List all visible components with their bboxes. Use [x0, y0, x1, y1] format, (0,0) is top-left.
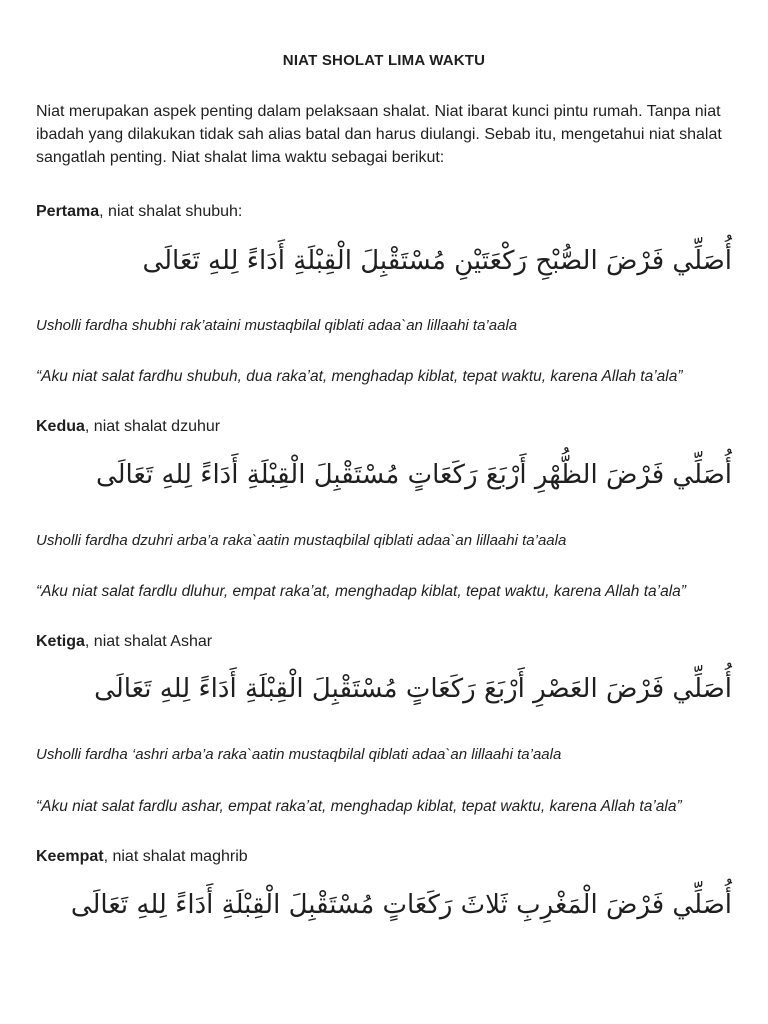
section-label-text: , niat shalat maghrib — [103, 848, 248, 865]
section-label-keempat — [36, 848, 248, 866]
section-ordinal: Kedua — [36, 418, 85, 435]
arabic-niat-ashar: أُصَلِّي فَرْضَ العَصْرِ أَرْبَعَ رَكَعَاتٍ مُسْتَقْبِلَ الْقِبْلَةِ أَدَاءً لِلهِ تَعَالَى — [94, 674, 732, 704]
transliteration-ashar: Usholli fardha ‘ashri arba’a raka`aatin mustaqbilal qiblati adaa`an lillaahi ta’aala — [36, 746, 562, 763]
arabic-niat-maghrib: أُصَلِّي فَرْضَ الْمَغْرِبِ ثَلاثَ رَكَعَاتٍ مُسْتَقْبِلَ الْقِبْلَةِ أَدَاءً لِلهِ تَعَالَى — [70, 890, 732, 920]
arabic-niat-shubuh: أُصَلِّي فَرْضَ الصُّبْحِ رَكْعَتَيْنِ مُسْتَقْبِلَ الْقِبْلَةِ أَدَاءً لِلهِ تَعَالَى — [142, 246, 732, 276]
translation-shubuh: “Aku niat salat fardhu shubuh, dua raka’at, menghadap kiblat, tepat waktu, karena Allah ta’ala” — [36, 368, 683, 385]
section-label-pertama — [36, 203, 242, 221]
translation-dzuhur: “Aku niat salat fardlu dluhur, empat raka’at, menghadap kiblat, tepat waktu, karena Allah ta’ala” — [36, 583, 686, 600]
section-label-text: , niat shalat Ashar — [84, 633, 213, 650]
translation-ashar: “Aku niat salat fardlu ashar, empat raka’at, menghadap kiblat, tepat waktu, karena Allah ta’ala” — [36, 798, 682, 815]
transliteration-shubuh: Usholli fardha shubhi rak’ataini mustaqbilal qiblati adaa`an lillaahi ta’aala — [36, 317, 518, 334]
section-label-kedua — [36, 418, 220, 436]
section-label-text: , niat shalat dzuhur — [84, 418, 221, 435]
intro-paragraph: Niat merupakan aspek penting dalam pelaksaan shalat. Niat ibarat kunci pintu rumah. Tanpa niat ibadah yang dilakukan tidak sah alias batal dan harus diulangi. Sebab itu, mengetahui niat shalat sangatlah penting. Niat shalat lima waktu sebagai berikut: — [36, 103, 722, 166]
section-ordinal: Keempat — [36, 848, 104, 865]
section-ordinal: Pertama — [36, 203, 100, 220]
transliteration-dzuhur: Usholli fardha dzuhri arba’a raka`aatin mustaqbilal qiblati adaa`an lillaahi ta’aala — [36, 532, 567, 549]
section-label-ketiga — [36, 633, 212, 651]
section-ordinal: Ketiga — [36, 633, 85, 650]
section-label-text: , niat shalat shubuh: — [99, 203, 243, 220]
arabic-niat-dzuhur: أُصَلِّي فَرْضَ الظُّهْرِ أَرْبَعَ رَكَعَاتٍ مُسْتَقْبِلَ الْقِبْلَةِ أَدَاءً لِلهِ تَعَالَى — [95, 460, 732, 490]
document-title: NIAT SHOLAT LIMA WAKTU — [282, 52, 486, 69]
